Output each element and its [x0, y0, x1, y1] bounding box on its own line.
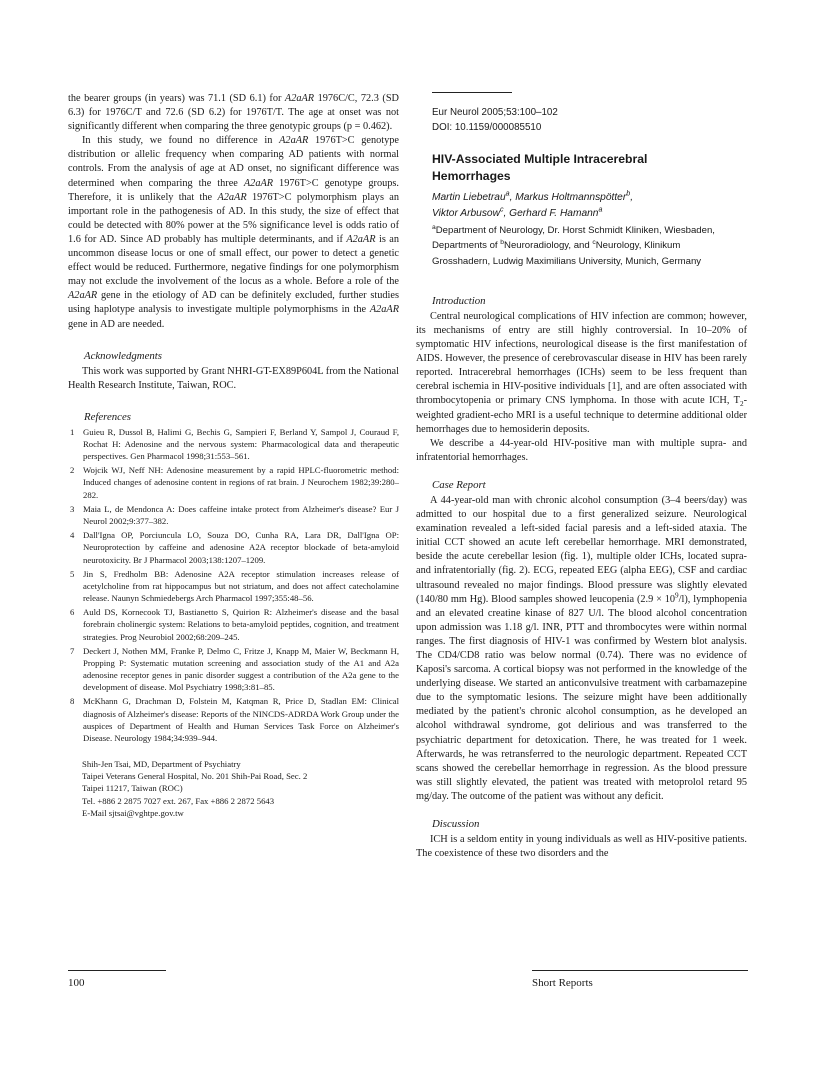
section-heading: Case Report: [432, 478, 486, 491]
reference-number: 2: [70, 465, 75, 476]
section-heading: Acknowledgments: [84, 349, 162, 362]
section-heading: Introduction: [432, 294, 486, 307]
left-column: [68, 92, 399, 819]
reference-text: McKhann G, Drachman D, Folstein M, Katqman R, Price D, Stadlan EM: Clinical diagnosis of Alzheimer's disease: Reports of the NINCDS-ADRDA Work Group under the auspices of Department of Health and Human Services Task Force on Alzheimer's Disease. Neurology 1984;34:939–944.: [83, 696, 399, 743]
reference-item: [68, 503, 399, 527]
reference-number: 1: [70, 426, 75, 437]
header-rule: [432, 92, 512, 93]
reference-number: 5: [70, 568, 75, 579]
reference-item: [68, 529, 399, 566]
references-section: [68, 411, 399, 744]
address-line: Taipei 11217, Taiwan (ROC): [82, 783, 183, 794]
reference-item: [68, 464, 399, 501]
body-paragraph: In this study, we found no difference in A2aAR 1976T>C genotype distribution or allelic frequency when comparing AD patients with normal controls. From the analysis of age at AD onset, no significant difference was determined when comparing the three A2aAR 1976T>C genotype groups. Therefore, it is unlikely that the A2aAR 1976T>C polymorphism plays an important role in the pathogenesis of AD. In this study, the size of effect that could be detected with 80% power at the 5% significance level is odds ratio of 1.6 for AD. Since AD probably has multiple determinants, and if A2aAR is an uncommon disease locus or one of small effect, our power to detect a genetic effect would be reduced. Furthermore, negative findings for one polymorphism may not exclude the involvement of the locus as a whole. Before a role of the A2aAR gene in the etiology of AD can be definitely excluded, further studies using haplotype analysis to investigate multiple polymorphisms in the A2aAR gene in AD are needed.: [68, 135, 399, 330]
body-paragraph: the bearer groups (in years) was 71.1 (SD 6.1) for A2aAR 1976C/C, 72.3 (SD 6.3) for 1976C/T and 72.6 (SD 6.2) for 1976T/T. The age at onset was not significantly different when comparing the three genotypic groups (p = 0.462).: [68, 93, 399, 133]
reference-text: Maia L, de Mendonca A: Does caffeine intake protect from Alzheimer's disease? Eur J Neurol 2002;9:377–382.: [83, 503, 399, 526]
address-line: Taipei Veterans General Hospital, No. 201 Shih-Pai Road, Sec. 2: [82, 771, 308, 782]
reference-item: [68, 645, 399, 694]
article-title: HIV-Associated Multiple Intracerebral Hemorrhages: [432, 152, 648, 183]
body-paragraph: ICH is a seldom entity in young individuals as well as HIV-positive patients. The coexistence of these two disorders and the: [416, 834, 747, 860]
authors-line: Viktor Arbusow$^c$, Gerhard F. Hamann$^a$: [432, 205, 603, 219]
reference-item: [68, 568, 399, 605]
footer-rule: [532, 970, 748, 971]
acknowledgments-section: [68, 350, 399, 393]
reference-text: Dall'Igna OP, Porciuncula LO, Souza DO, Cunha RA, Lara DR, Dall'Igna OP: Neuroprotection by caffeine and adenosine A2A receptor blockade of beta-amyloid neurotoxicity. Br J Pharmacol 2003;138:1207–1209.: [83, 530, 399, 565]
reference-list: [68, 426, 399, 744]
address-line: E-Mail sjtsai@vghtpe.gov.tw: [82, 807, 184, 818]
discussion-section: [416, 818, 747, 861]
reference-item: [68, 426, 399, 463]
page-number: 100: [68, 977, 85, 989]
reference-number: 7: [70, 645, 75, 656]
reference-number: 8: [70, 696, 75, 707]
reference-number: 3: [70, 503, 75, 514]
section-heading: References: [84, 410, 131, 423]
correspondence-address: [68, 758, 399, 819]
reference-text: Auld DS, Kornecook TJ, Bastianetto S, Quirion R: Alzheimer's disease and the basal forebrain cholinergic system: Relations to beta-amyloid peptides, cognition, and treatment strategies. Prog Neurobiol 2002;68:209–245.: [83, 607, 399, 642]
journal-citation: Eur Neurol 2005;53:100–102: [432, 107, 558, 118]
reference-text: Deckert J, Nothen MM, Franke P, Delmo C, Fritze J, Knapp M, Maier W, Beckmann H, Propping P: Systematic mutation screening and association study of the A1 and A2a adenosine receptor genes in panic disorder suggest a contribution of the A2a gene to the development of disease. Mol Psychiatry 1998;3:81–85.: [83, 645, 399, 693]
case-report-section: [416, 479, 747, 804]
body-paragraph: We describe a 44-year-old HIV-positive man with multiple supra- and infratentorial hemorrhages.: [416, 437, 747, 463]
affiliations: $^a$Department of Neurology, Dr. Horst Schmidt Kliniken, Wiesbaden, Departments of $^b$Neuroradiology, and $^c$Neurology, Klinikum Grosshadern, Ludwig Maximilians University, Munich, Germany: [432, 223, 715, 267]
acknowledgments-text: This work was supported by Grant NHRI-GT-EX89P604L from the National Health Research Institute, Taiwan, ROC.: [68, 365, 399, 391]
footer-rule: [68, 970, 166, 971]
address-line: Tel. +886 2 2875 7027 ext. 267, Fax +886 2 2872 5643: [82, 795, 275, 806]
body-paragraph: Central neurological complications of HIV infection are common; however, its mechanisms of entry are still highly controversial. In 10–20% of symptomatic HIV infections, neurological disease is the first manifestation of AIDS. However, the presence of cerebrovascular disease in HIV has been rarely reported. Intracerebral hemorrhages (ICHs) seem to be less frequent than cerebral ischemia in HIV-positive individuals [1], and are often associated with thrombocytopenia or primary CNS lymphoma. In those with acute ICH, $T_2$-weighted gradient-echo MRI is a useful technique to determine additional older hemorrhages due to hemosiderin deposits.: [416, 310, 747, 435]
section-name: Short Reports: [532, 977, 593, 989]
reference-text: Wojcik WJ, Neff NH: Adenosine measurement by a rapid HPLC-fluorometric method: Induced changes of adenosine content in regions of rat brain. J Neurochem 1982;39:280–282.: [83, 465, 399, 500]
doi: DOI: 10.1159/000085510: [432, 122, 542, 134]
introduction-section: [416, 295, 747, 465]
section-heading: Discussion: [432, 818, 480, 830]
address-line: Shih-Jen Tsai, MD, Department of Psychiatry: [82, 759, 241, 770]
body-paragraph: A 44-year-old man with chronic alcohol consumption (3–4 beers/day) was admitted to our hospital due to a first generalized seizure. Neurological examination revealed a left-sided facial paresis and a left-sided ataxia. The initial CCT showed an acute left cerebellar hemorrhage. MRI demonstrated, beside the acute cerebellar lesion (fig. 1), multiple older ICHs, located supra- and infratentorially (fig. 2). ECG, repeated EEG (alpha EEG), CSF and cardiac ultrasound revealed no major findings. Blood pressure was slightly elevated (140/80 mm Hg). Blood samples showed leucopenia $(2.9 \times 10^9/l)$, lymphopenia and an elevated creatine kinase of 827 U/l. The blood alcohol concentration upon admission was 1.18 g/l. INR, PTT and thrombocytes were within normal ranges. The first diagnosis of HIV-1 was confirmed by Western blot analysis. The CD4/CD8 ratio was below normal (0.74). There was no evidence of Kaposi's sarcoma. A cortical biopsy was not performed in the knowledge of the underlying disease. We started an anticonvulsive treatment with carbamazepine due to the symptomatic lesions. The seizure might have been additionally mediated by the patient's chronic alcohol consumption, as he developed an alcohol withdrawal syndrome, got delirious and was transferred to the psychiatric department for detoxication. There, he was treated for 1 week. Afterwards, he was retransferred to the neurologic department. Repeated CCT scans showed the cerebellar hemorrhage in regression. As the blood pressure was still slightly elevated, the patient was treated with metoprolol retard 95 mg/day. The outcome of the patient was without any deficit.: [416, 494, 747, 802]
reference-number: 4: [70, 530, 75, 541]
reference-number: 6: [70, 607, 75, 618]
reference-text: Guieu R, Dussol B, Halimi G, Bechis G, Sampieri F, Berland Y, Sampol J, Couraud F, Rochat H: Adenosine and the nervous system: Pharmacological data and therapeutic perspectives. Gen Pharmacol 1998;31:553–561.: [83, 426, 399, 462]
reference-item: [68, 695, 399, 744]
reference-item: [68, 606, 399, 643]
authors-line: Martin Liebetrau$^a$, Markus Holtmannspötter$^b$,: [432, 189, 634, 204]
reference-text: Jin S, Fredholm BB: Adenosine A2A receptor stimulation increases release of acetylcholine from rat hippocampus but not striatum, and does not affect catecholamine release. Naunyn Schmiedebergs Arch Pharmacol 1997;355:48–56.: [83, 568, 399, 604]
right-column: [416, 92, 747, 861]
